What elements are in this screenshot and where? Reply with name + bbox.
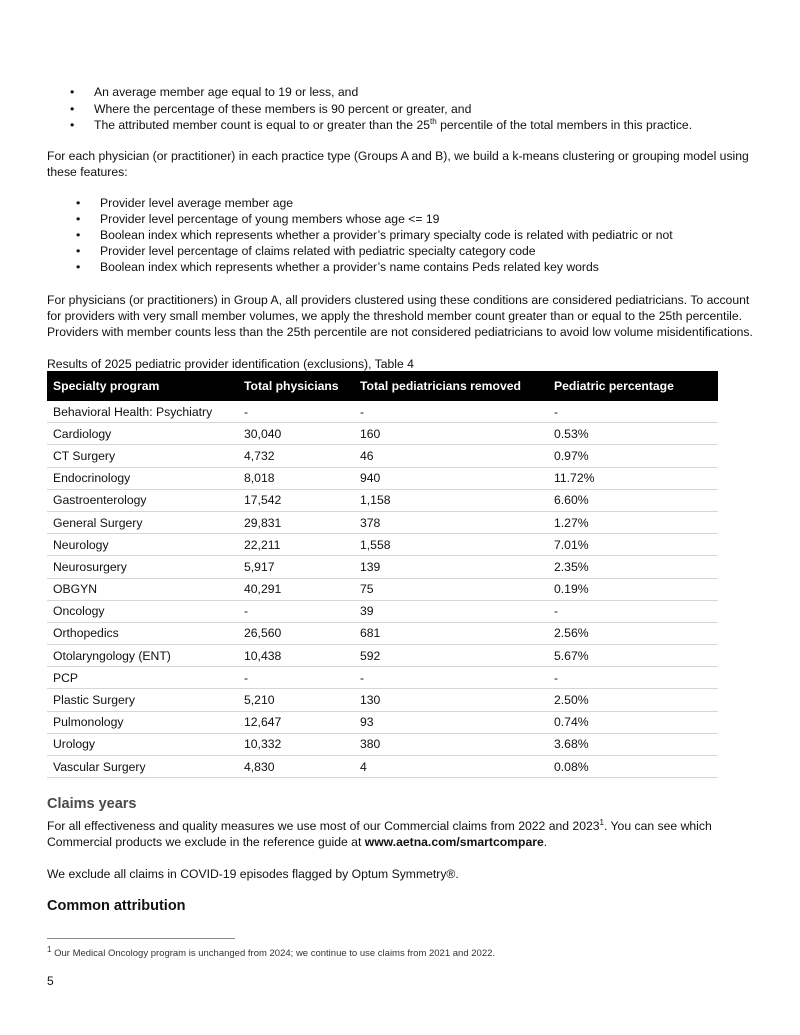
table-cell: - [548, 401, 718, 423]
table-cell: 0.08% [548, 756, 718, 778]
footnote: $^1$ Our Medical Oncology program is unchanged from 2024; we continue to use claims from 2021 and 2022. [47, 944, 496, 959]
group-a-paragraph: For physicians (or practitioners) in Group A, all providers clustered using these conditions are considered pediatricians. To account for providers with very small member volumes, we apply the threshold member count greater than or equal to the 25th percentile. Providers with member counts less than the 25th percentile are not considered pediatricians to avoid low volume misidentifications. [47, 293, 753, 339]
table-cell: 0.74% [548, 711, 718, 733]
table-cell: 160 [354, 423, 548, 445]
table-cell: 1,558 [354, 534, 548, 556]
table-cell: 11.72% [548, 467, 718, 489]
table-cell: Endocrinology [47, 467, 238, 489]
table-cell: 22,211 [238, 534, 354, 556]
table-cell: 7.01% [548, 534, 718, 556]
table-cell: Pulmonology [47, 711, 238, 733]
table-row [47, 556, 718, 578]
table-cell: 46 [354, 445, 548, 467]
table-cell: Otolaryngology (ENT) [47, 645, 238, 667]
table-cell: General Surgery [47, 511, 238, 533]
table-cell: 8,018 [238, 467, 354, 489]
table-row [47, 423, 718, 445]
table-cell: 130 [354, 689, 548, 711]
list-item: • Provider level percentage of claims related with pediatric specialty category code [76, 244, 536, 258]
table-row [47, 489, 718, 511]
table-cell: Vascular Surgery [47, 756, 238, 778]
table-cell: 2.50% [548, 689, 718, 711]
table-row [47, 622, 718, 644]
table-row [47, 600, 718, 622]
table-cell: OBGYN [47, 578, 238, 600]
table-header-row [47, 371, 718, 401]
list-item: • Provider level average member age [76, 196, 294, 210]
common-attribution-heading: Common attribution [47, 898, 186, 914]
table-cell: 10,438 [238, 645, 354, 667]
table-cell: 378 [354, 511, 548, 533]
table-cell: 93 [354, 711, 548, 733]
clustering-paragraph: For each physician (or practitioner) in each practice type (Groups A and B), we build a k-means clustering or grouping model using these features: [47, 149, 749, 179]
table-cell: - [238, 401, 354, 423]
table-cell: 5,917 [238, 556, 354, 578]
column-header: Specialty program [47, 371, 238, 401]
table-cell: Cardiology [47, 423, 238, 445]
table-cell: 4 [354, 756, 548, 778]
bullet-icon: • [76, 244, 81, 258]
table-row [47, 445, 718, 467]
table-cell: CT Surgery [47, 445, 238, 467]
table-row [47, 511, 718, 533]
bullet-icon: • [76, 228, 81, 242]
smartcompare-link[interactable]: www.aetna.com/smartcompare [364, 835, 544, 849]
table-row [47, 756, 718, 778]
table-cell: Behavioral Health: Psychiatry [47, 401, 238, 423]
table-cell: 2.35% [548, 556, 718, 578]
table-cell: 39 [354, 600, 548, 622]
table-row [47, 667, 718, 689]
table-row [47, 645, 718, 667]
table-row [47, 711, 718, 733]
list-item: • Where the percentage of these members is 90 percent or greater, and [70, 101, 472, 116]
table-cell: 5.67% [548, 645, 718, 667]
table-cell: 12,647 [238, 711, 354, 733]
table-row [47, 689, 718, 711]
table-row [47, 733, 718, 755]
table-cell: Orthopedics [47, 622, 238, 644]
table-cell: 75 [354, 578, 548, 600]
footnote-reference: 1 [599, 817, 604, 827]
table-row [47, 467, 718, 489]
table-cell: Neurosurgery [47, 556, 238, 578]
table-cell: 4,830 [238, 756, 354, 778]
covid-exclusion-paragraph: We exclude all claims in COVID-19 episodes flagged by Optum Symmetry®. [47, 867, 459, 881]
feature-bullet-list [76, 195, 760, 275]
page-number: 5 [47, 974, 54, 988]
claims-paragraph: For all effectiveness and quality measures we use most of our Commercial claims from 2022 and 2023$^1$. You can see which Commercial products we exclude in the reference guide at www.aetna.com/smartcompare. [47, 817, 712, 849]
table-cell: 29,831 [238, 511, 354, 533]
table-cell: 1.27% [548, 511, 718, 533]
table-row [47, 534, 718, 556]
footnote-divider [47, 938, 235, 939]
table-cell: - [354, 401, 548, 423]
table-cell: 26,560 [238, 622, 354, 644]
table-cell: - [238, 600, 354, 622]
table-cell: 0.19% [548, 578, 718, 600]
table-cell: - [238, 667, 354, 689]
column-header: Pediatric percentage [548, 371, 718, 401]
list-item: • Boolean index which represents whether a provider’s name contains Peds related key words [76, 260, 599, 274]
table-cell: 5,210 [238, 689, 354, 711]
criteria-bullet-list [70, 84, 774, 134]
table-cell: 0.53% [548, 423, 718, 445]
bullet-icon: • [70, 85, 75, 99]
table-cell: 4,732 [238, 445, 354, 467]
bullet-icon: • [76, 212, 81, 226]
table-row [47, 401, 718, 423]
table-cell: 592 [354, 645, 548, 667]
table-cell: 3.68% [548, 733, 718, 755]
pediatric-exclusions-table [47, 371, 718, 778]
table-cell: 940 [354, 467, 548, 489]
column-header: Total physicians [238, 371, 354, 401]
bullet-icon: • [76, 260, 81, 274]
table-cell: 1,158 [354, 489, 548, 511]
table-cell: - [548, 667, 718, 689]
table-cell: 2.56% [548, 622, 718, 644]
table-cell: - [548, 600, 718, 622]
list-item: • The attributed member count is equal to or greater than the 25th percentile of the total members in this practice. [70, 116, 693, 132]
claims-years-heading: Claims years [47, 796, 137, 812]
table-cell: Oncology [47, 600, 238, 622]
column-header: Total pediatricians removed [354, 371, 548, 401]
list-item: • Boolean index which represents whether a provider’s primary specialty code is related with pediatric or not [76, 228, 673, 242]
table-cell: 17,542 [238, 489, 354, 511]
list-item: • Provider level percentage of young members whose age <= 19 [76, 212, 440, 226]
table-cell: Gastroenterology [47, 489, 238, 511]
table-cell: PCP [47, 667, 238, 689]
table-cell: 681 [354, 622, 548, 644]
table-cell: Plastic Surgery [47, 689, 238, 711]
table-cell: Neurology [47, 534, 238, 556]
table-cell: 40,291 [238, 578, 354, 600]
table-cell: Urology [47, 733, 238, 755]
table-cell: 139 [354, 556, 548, 578]
table-row [47, 578, 718, 600]
bullet-icon: • [70, 118, 75, 132]
table-cell: - [354, 667, 548, 689]
bullet-icon: • [76, 196, 81, 210]
bullet-icon: • [70, 101, 75, 116]
table-cell: 30,040 [238, 423, 354, 445]
table-body [47, 401, 718, 778]
table-cell: 0.97% [548, 445, 718, 467]
table-cell: 6.60% [548, 489, 718, 511]
list-item: • An average member age equal to 19 or less, and [70, 85, 359, 99]
table-caption: Results of 2025 pediatric provider identification (exclusions), Table 4 [47, 357, 414, 371]
table-cell: 10,332 [238, 733, 354, 755]
table-cell: 380 [354, 733, 548, 755]
